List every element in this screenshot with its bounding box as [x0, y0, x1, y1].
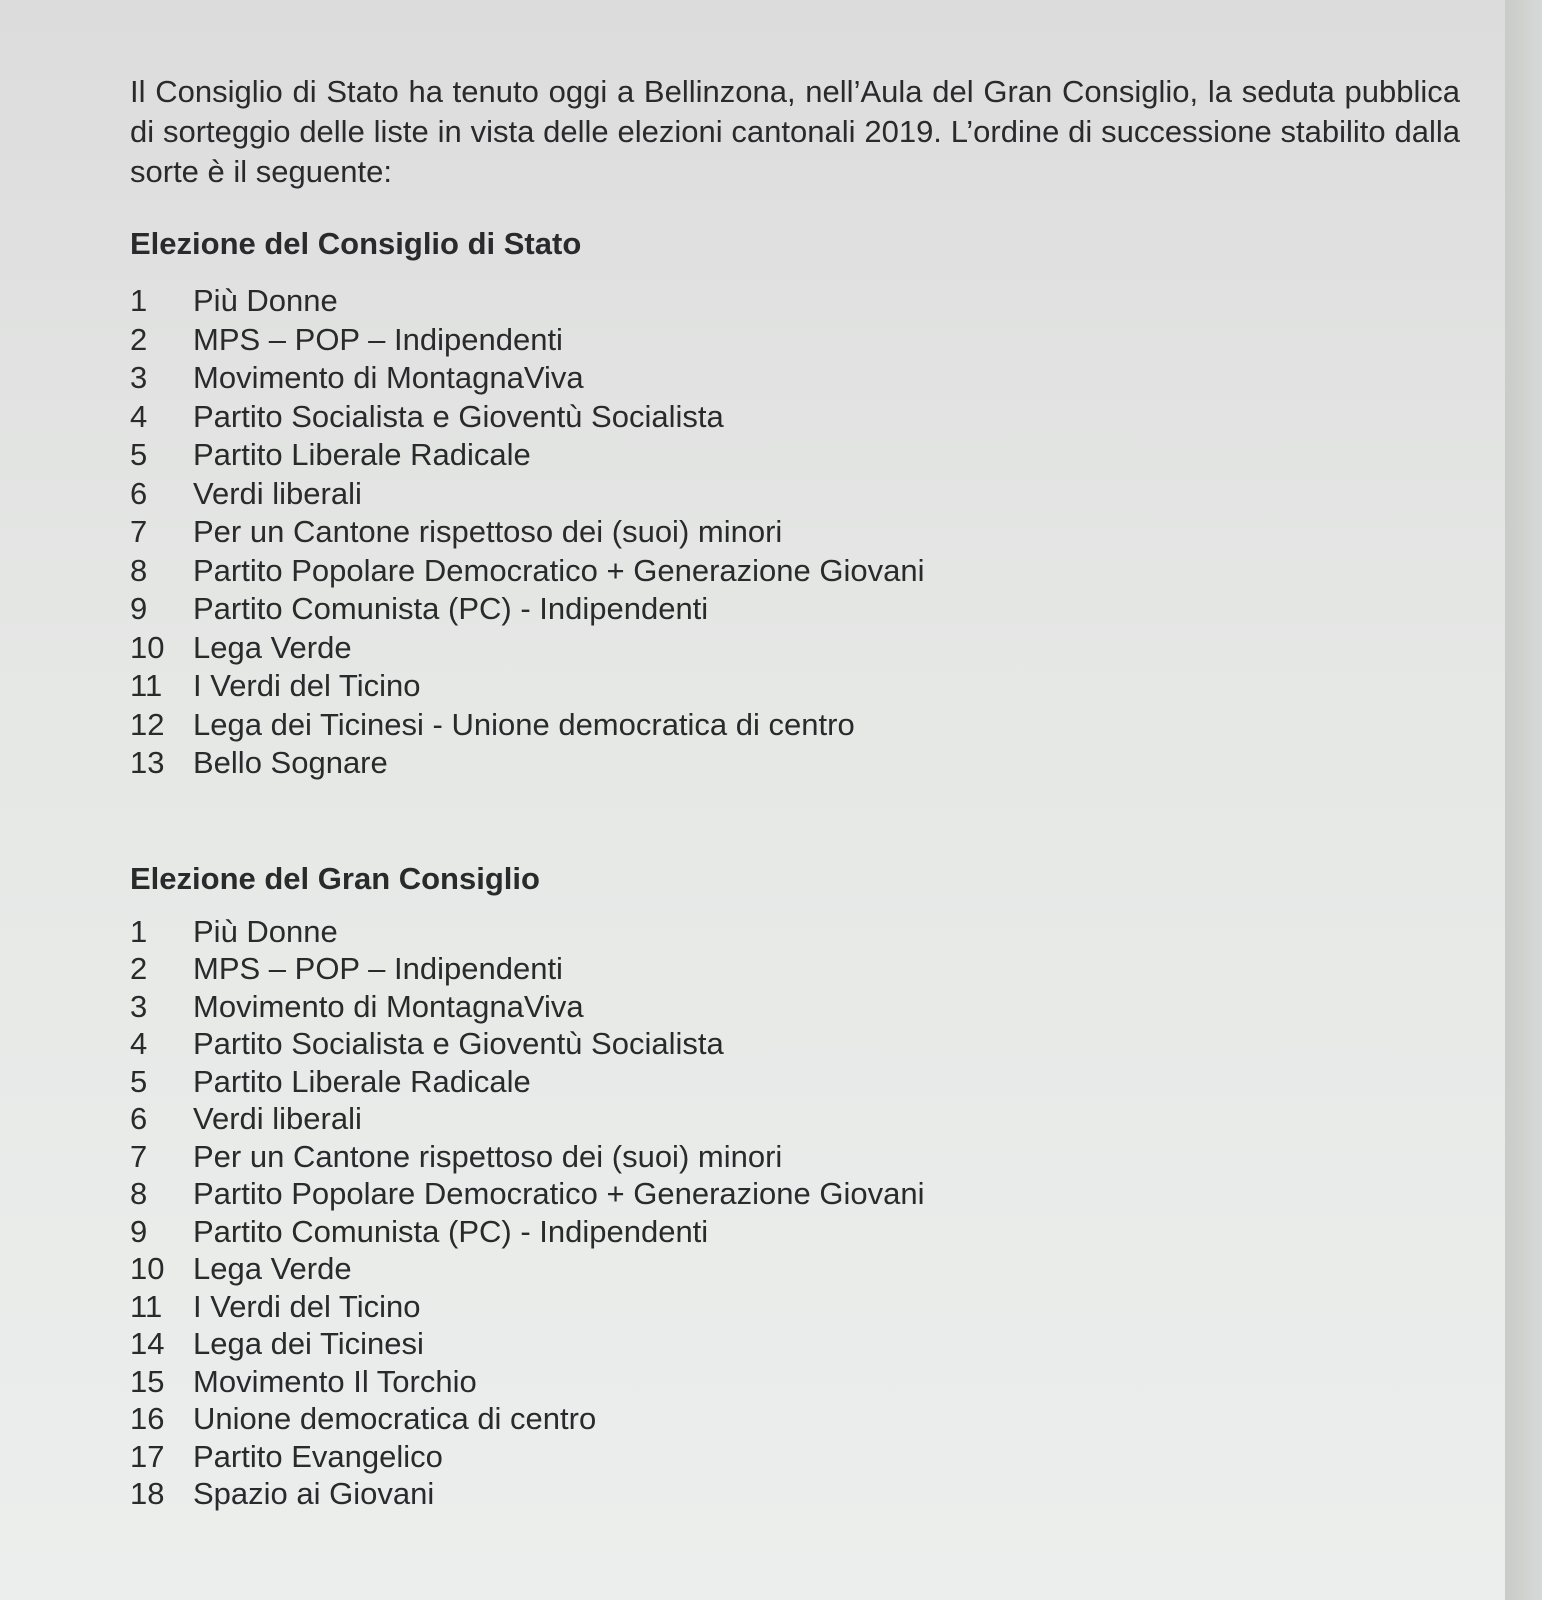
list-number: 8: [130, 1176, 148, 1211]
list-item: [130, 282, 1460, 321]
list-item: [130, 1288, 1460, 1326]
list-item: [130, 475, 1460, 514]
page-edge: [1505, 0, 1542, 1600]
list-item: [130, 913, 1460, 951]
list-name: Partito Liberale Radicale: [193, 437, 531, 472]
list-name: MPS – POP – Indipendenti: [193, 321, 563, 357]
list-item: [130, 667, 1460, 706]
list-gran-consiglio: [130, 913, 1460, 1513]
list-name: Movimento di MontagnaViva: [193, 988, 584, 1024]
list-item: [130, 950, 1460, 988]
list-item: [130, 629, 1460, 668]
list-number: 5: [130, 437, 148, 472]
list-item: [130, 436, 1460, 475]
list-item: [130, 1138, 1460, 1176]
intro-paragraph: Il Consiglio di Stato ha tenuto oggi a Bellinzona, nell’Aula del Gran Consiglio, la seduta pubblica di sorteggio delle liste in vista delle elezioni cantonali 2019. L’ordine di successione stabilito dalla sorte è il seguente:: [130, 74, 1460, 189]
list-number: 9: [130, 1213, 148, 1249]
list-item: [130, 706, 1460, 745]
list-name: Movimento Il Torchio: [193, 1363, 477, 1399]
list-number: 7: [130, 1138, 148, 1174]
list-number: 1: [130, 913, 148, 949]
list-number: 1: [130, 283, 148, 318]
list-item: [130, 1438, 1460, 1476]
list-item: [130, 1325, 1460, 1363]
list-name: Partito Liberale Radicale: [193, 1063, 531, 1099]
list-item: [130, 398, 1460, 437]
list-number: 2: [130, 321, 148, 357]
list-name: MPS – POP – Indipendenti: [193, 951, 563, 986]
list-number: 10: [130, 1251, 165, 1286]
list-item: [130, 1025, 1460, 1063]
list-name: Partito Popolare Democratico + Generazione Giovani: [193, 1176, 925, 1211]
list-name: Più Donne: [193, 913, 338, 949]
list-item: [130, 1363, 1460, 1401]
list-item: [130, 359, 1460, 398]
list-name: Partito Comunista (PC) - Indipendenti: [193, 1213, 709, 1249]
list-number: 8: [130, 552, 148, 588]
list-name: I Verdi del Ticino: [193, 1288, 421, 1324]
list-number: 7: [130, 514, 148, 549]
list-number: 6: [130, 475, 148, 511]
list-number: 3: [130, 360, 148, 395]
list-number: 11: [130, 668, 163, 703]
list-number: 4: [130, 1026, 148, 1061]
list-number: 9: [130, 591, 148, 626]
list-consiglio-di-stato: [130, 282, 1460, 783]
list-item: [130, 513, 1460, 552]
list-item: [130, 552, 1460, 591]
list-number: 16: [130, 1401, 165, 1436]
list-item: [130, 1475, 1460, 1513]
list-name: Lega dei Ticinesi - Unione democratica di centro: [193, 706, 855, 742]
list-name: Unione democratica di centro: [193, 1401, 597, 1436]
list-number: 11: [130, 1288, 163, 1324]
list-item: [130, 1400, 1460, 1438]
list-number: 4: [130, 398, 148, 434]
list-number: 5: [130, 1063, 148, 1099]
list-number: 6: [130, 1101, 148, 1136]
list-number: 15: [130, 1363, 165, 1399]
list-name: Partito Socialista e Gioventù Socialista: [193, 398, 724, 434]
list-item: [130, 988, 1460, 1026]
list-name: Bello Sognare: [193, 745, 388, 780]
list-name: Per un Cantone rispettoso dei (suoi) minori: [193, 514, 783, 549]
list-number: 18: [130, 1476, 165, 1511]
list-number: 14: [130, 1326, 165, 1361]
list-name: Lega dei Ticinesi: [193, 1326, 424, 1361]
section-title-consiglio-di-stato: Elezione del Consiglio di Stato: [130, 226, 582, 261]
list-number: 13: [130, 745, 165, 780]
list-number: 10: [130, 629, 165, 665]
list-item: [130, 321, 1460, 360]
list-name: Spazio ai Giovani: [193, 1476, 435, 1511]
list-item: [130, 1100, 1460, 1138]
list-name: I Verdi del Ticino: [193, 668, 421, 703]
list-item: [130, 1175, 1460, 1213]
list-name: Partito Comunista (PC) - Indipendenti: [193, 591, 709, 626]
list-name: Verdi liberali: [193, 1101, 362, 1136]
list-name: Per un Cantone rispettoso dei (suoi) minori: [193, 1138, 783, 1174]
list-name: Lega Verde: [193, 629, 352, 665]
list-number: 12: [130, 706, 165, 742]
section-title-gran-consiglio: Elezione del Gran Consiglio: [130, 860, 540, 896]
list-name: Partito Evangelico: [193, 1438, 443, 1474]
list-name: Movimento di MontagnaViva: [193, 360, 584, 395]
list-name: Più Donne: [193, 283, 338, 318]
list-item: [130, 744, 1460, 783]
list-name: Lega Verde: [193, 1251, 352, 1286]
list-number: 2: [130, 951, 148, 986]
list-item: [130, 1213, 1460, 1251]
list-item: [130, 1250, 1460, 1288]
list-name: Verdi liberali: [193, 475, 362, 511]
list-number: 3: [130, 988, 148, 1024]
list-name: Partito Socialista e Gioventù Socialista: [193, 1026, 724, 1061]
list-name: Partito Popolare Democratico + Generazione Giovani: [193, 552, 925, 588]
list-number: 17: [130, 1438, 165, 1474]
list-item: [130, 1063, 1460, 1101]
document-content: [130, 72, 1460, 1513]
list-item: [130, 590, 1460, 629]
